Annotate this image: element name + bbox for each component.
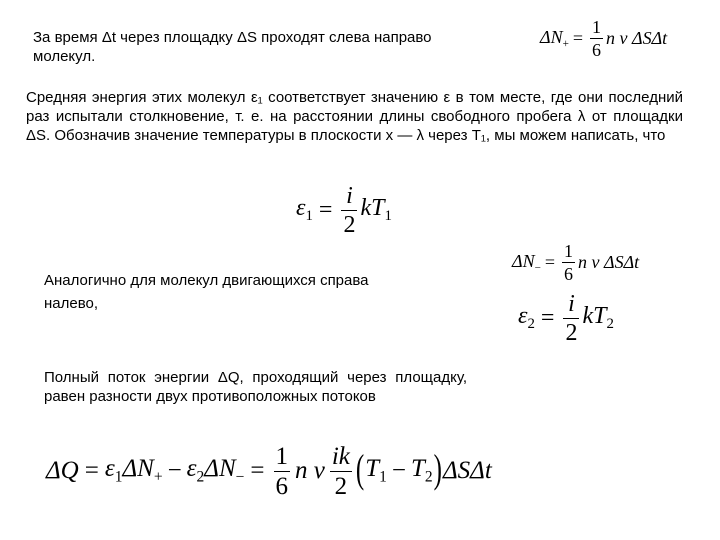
- fraction-one-sixth: $\frac{1}{6}$: [592, 16, 602, 60]
- paragraph-4: Полный поток энергии ΔQ, проходящий через площадку, равен разности двух противоположных потоков: [44, 369, 467, 405]
- fraction-i-over-2: $\frac{i}{2}$: [343, 182, 356, 238]
- formula-lhs: ΔQ: [46, 457, 79, 484]
- fraction-one-sixth: $\frac{1}{6}$: [564, 240, 574, 284]
- t1-term: $T_1$: [365, 455, 387, 486]
- open-paren: (: [355, 448, 365, 492]
- minus-sign: −: [391, 457, 406, 484]
- equals-sign: =: [318, 196, 333, 223]
- fraction-i-over-2: $\frac{i}{2}$: [565, 290, 578, 346]
- formula-lhs: $\Delta N_+$: [540, 26, 569, 50]
- formula-rhs: $kT_2$: [582, 302, 614, 333]
- term-epsilon2-dn-minus: $\varepsilon_2\Delta N_-$: [186, 455, 245, 486]
- paragraph-1-line-2: молекул.: [33, 48, 96, 65]
- formula-epsilon-1: [296, 180, 392, 240]
- term-epsilon1-dn-plus: $\varepsilon_1\Delta N_+$: [104, 455, 163, 486]
- formula-lhs: $\varepsilon_1$: [296, 194, 313, 225]
- equals-sign: =: [544, 251, 556, 272]
- equals-sign: =: [572, 27, 584, 48]
- equals-sign: =: [250, 457, 265, 484]
- formula-rhs: n v ΔSΔt: [606, 27, 668, 48]
- close-paren: ): [433, 448, 442, 492]
- formula-lhs: $\varepsilon_2$: [518, 302, 535, 333]
- fraction-ik-over-2: $\frac{ik}{2}$: [331, 442, 350, 500]
- equals-sign: =: [84, 457, 99, 484]
- paragraph-3-line-1: Аналогично для молекул двигающихся справа: [44, 272, 369, 289]
- minus-sign: −: [167, 457, 182, 484]
- formula-delta-q: [46, 436, 492, 506]
- paragraph-3-line-2: налево,: [44, 295, 99, 312]
- formula-rhs: n v ΔSΔt: [578, 251, 640, 272]
- formula-delta-n-minus: [512, 238, 639, 286]
- formula-tail: ΔSΔt: [442, 457, 492, 484]
- formula-rhs: $kT_1$: [360, 194, 392, 225]
- formula-delta-n-plus: [540, 14, 667, 62]
- equals-sign: =: [540, 304, 555, 331]
- t2-term: $T_2$: [411, 455, 433, 486]
- formula-epsilon-2: [518, 288, 614, 348]
- n-v-term: n v: [295, 457, 325, 484]
- paragraph-1-line-1: За время Δt через площадку ΔS проходят слева направо: [33, 29, 432, 46]
- formula-lhs: $\Delta N_-$: [512, 250, 541, 274]
- paragraph-2: Средняя энергия этих молекул ε₁ соответствует значению ε в том месте, где они последний раз испытали столкновение, т. е. на расстоянии длины свободного пробега λ от площадки ΔS. Обозначив значение температуры в плоскости x — λ через T₁, мы можем написать, что: [26, 89, 683, 144]
- fraction-one-sixth: $\frac{1}{6}$: [275, 442, 288, 500]
